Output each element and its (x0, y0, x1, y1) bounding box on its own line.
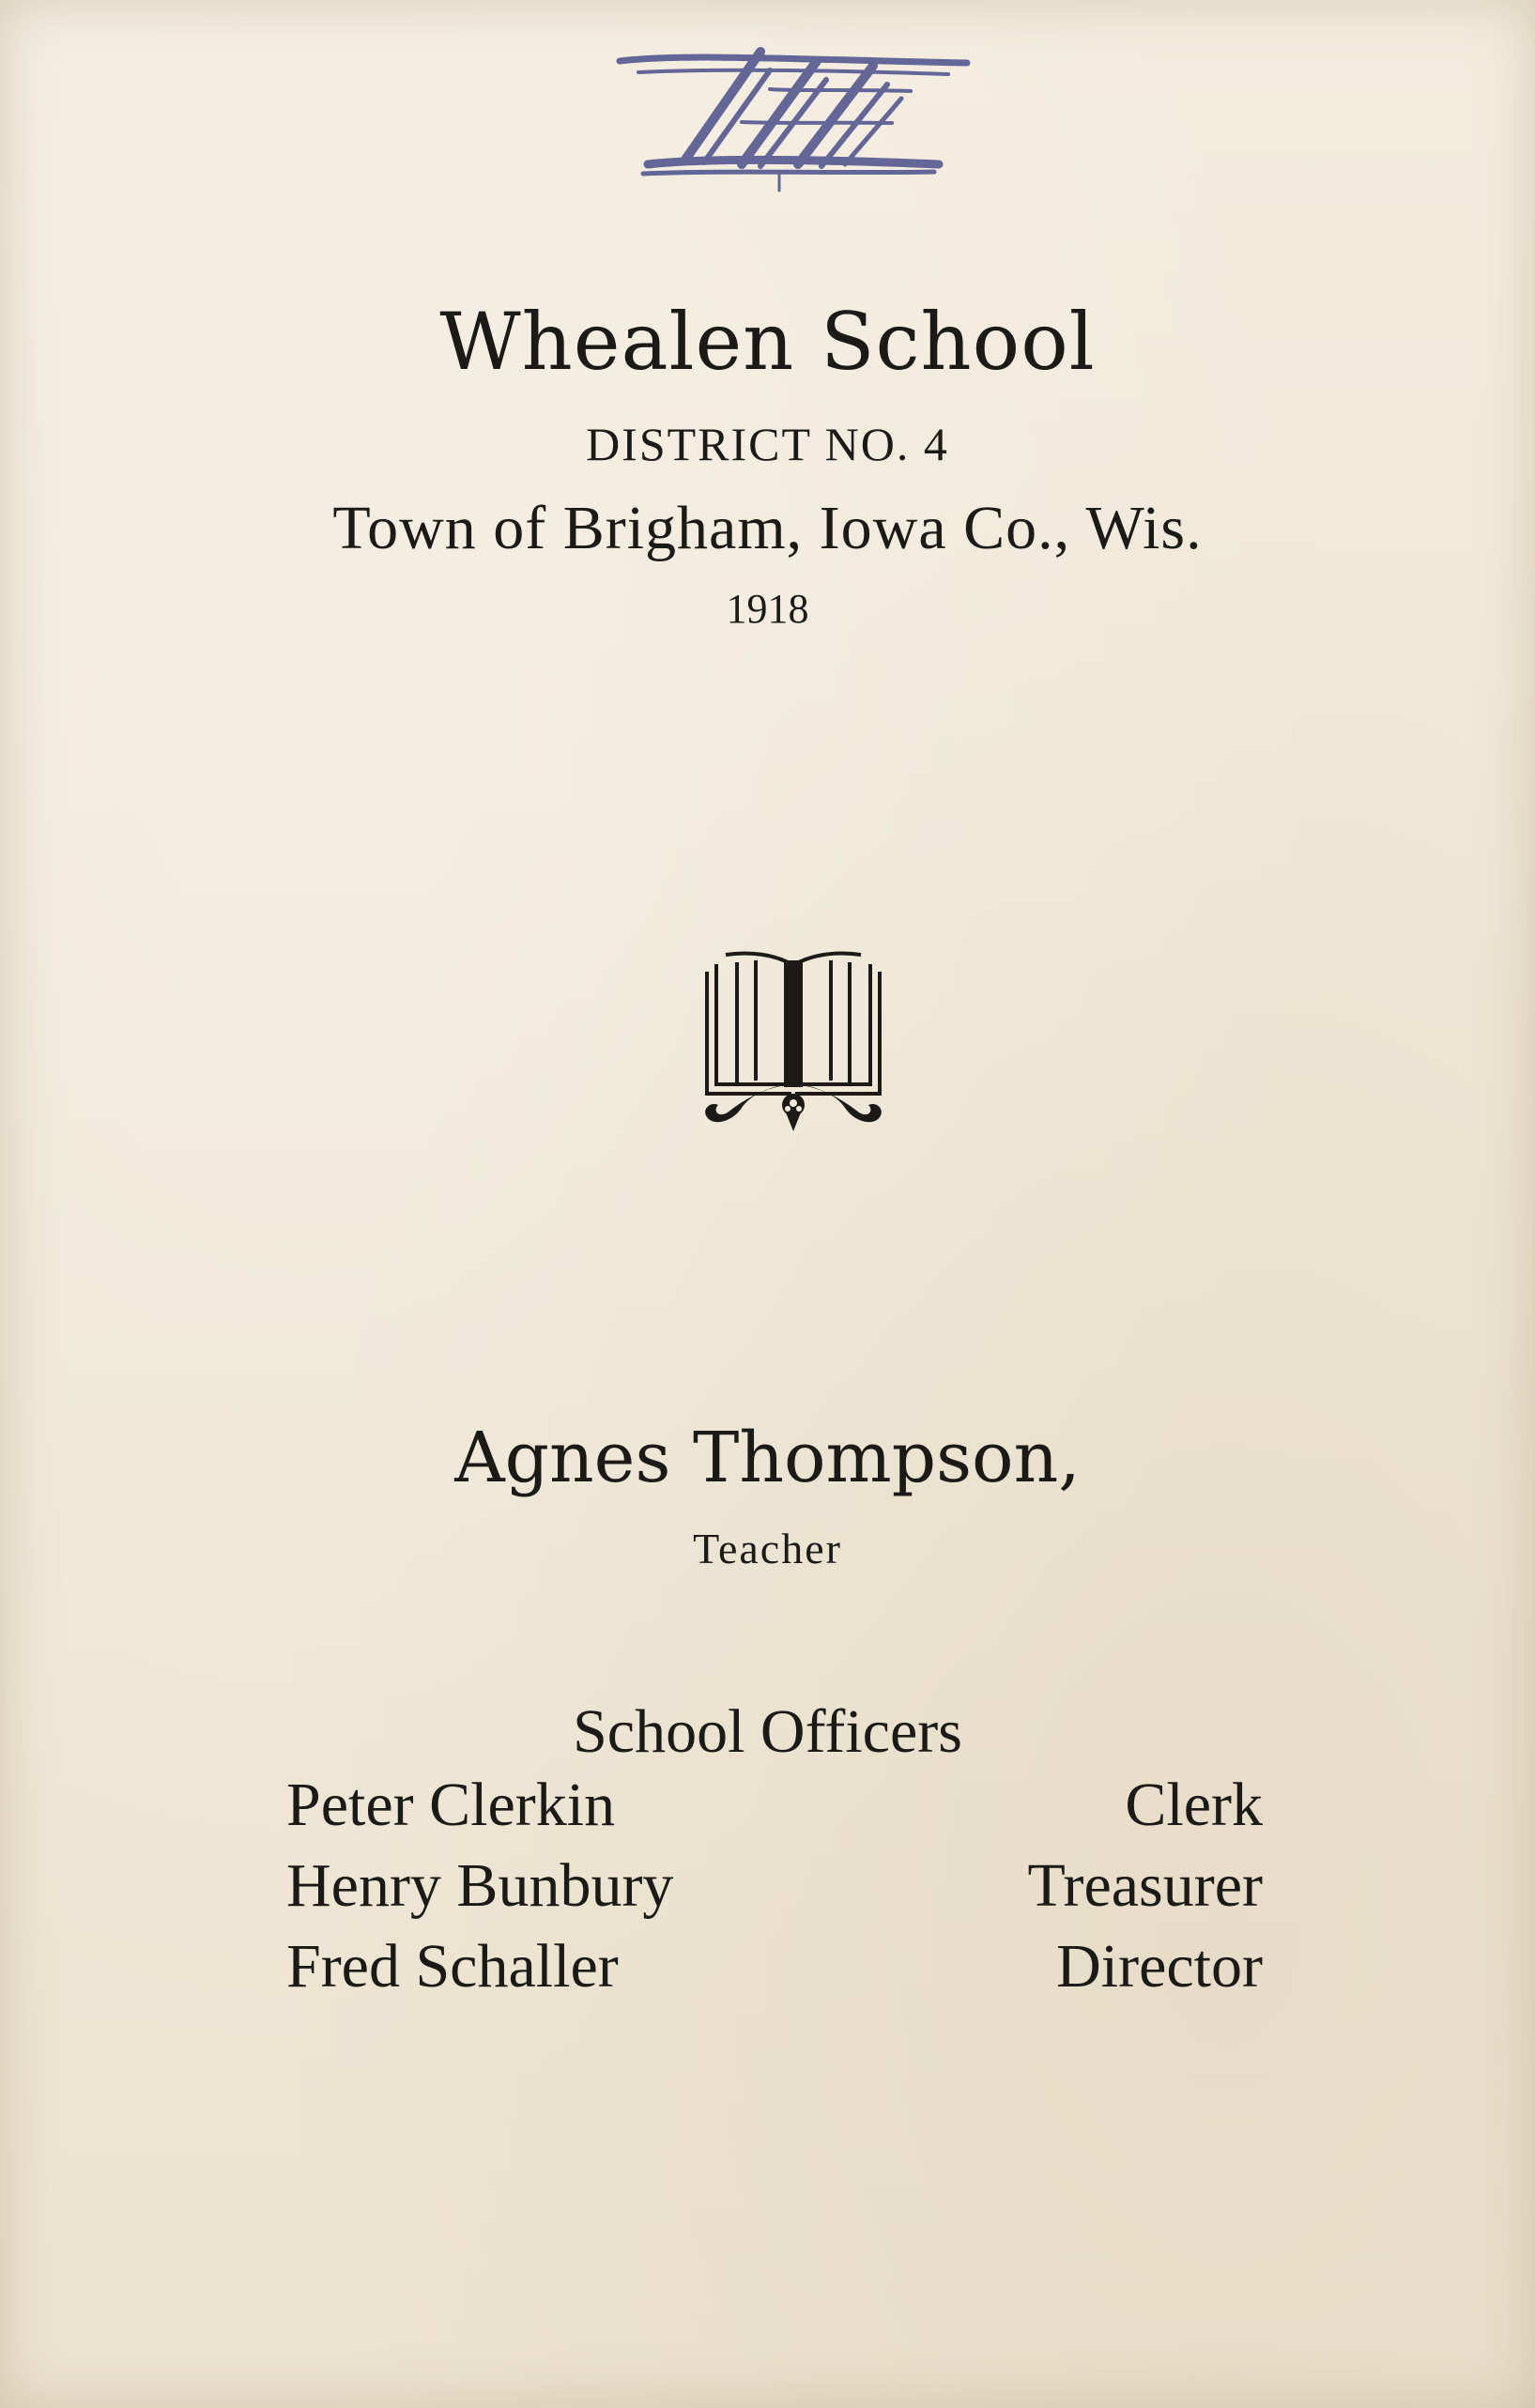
officer-role: Treasurer (1027, 1851, 1263, 1920)
open-book-icon (699, 943, 887, 1141)
year: 1918 (726, 586, 809, 632)
teacher-role: Teacher (693, 1525, 842, 1572)
officer-name: Fred Schaller (286, 1932, 619, 2001)
officer-name: Peter Clerkin (286, 1771, 616, 1839)
district-number: DISTRICT NO. 4 (586, 418, 949, 470)
officer-name: Henry Bunbury (286, 1851, 674, 1920)
officer-role: Clerk (1125, 1771, 1263, 1839)
officer-row (286, 1851, 1263, 1930)
town-location: Town of Brigham, Iowa Co., Wis. (332, 494, 1203, 562)
officer-row (286, 1771, 1263, 1849)
officer-role: Director (1056, 1932, 1263, 2001)
handwritten-mark (601, 33, 976, 192)
school-name: Whealen School (439, 296, 1096, 388)
teacher-name: Agnes Thompson, (454, 1418, 1081, 1498)
officers-heading: School Officers (573, 1697, 962, 1766)
officer-row (286, 1932, 1263, 2011)
